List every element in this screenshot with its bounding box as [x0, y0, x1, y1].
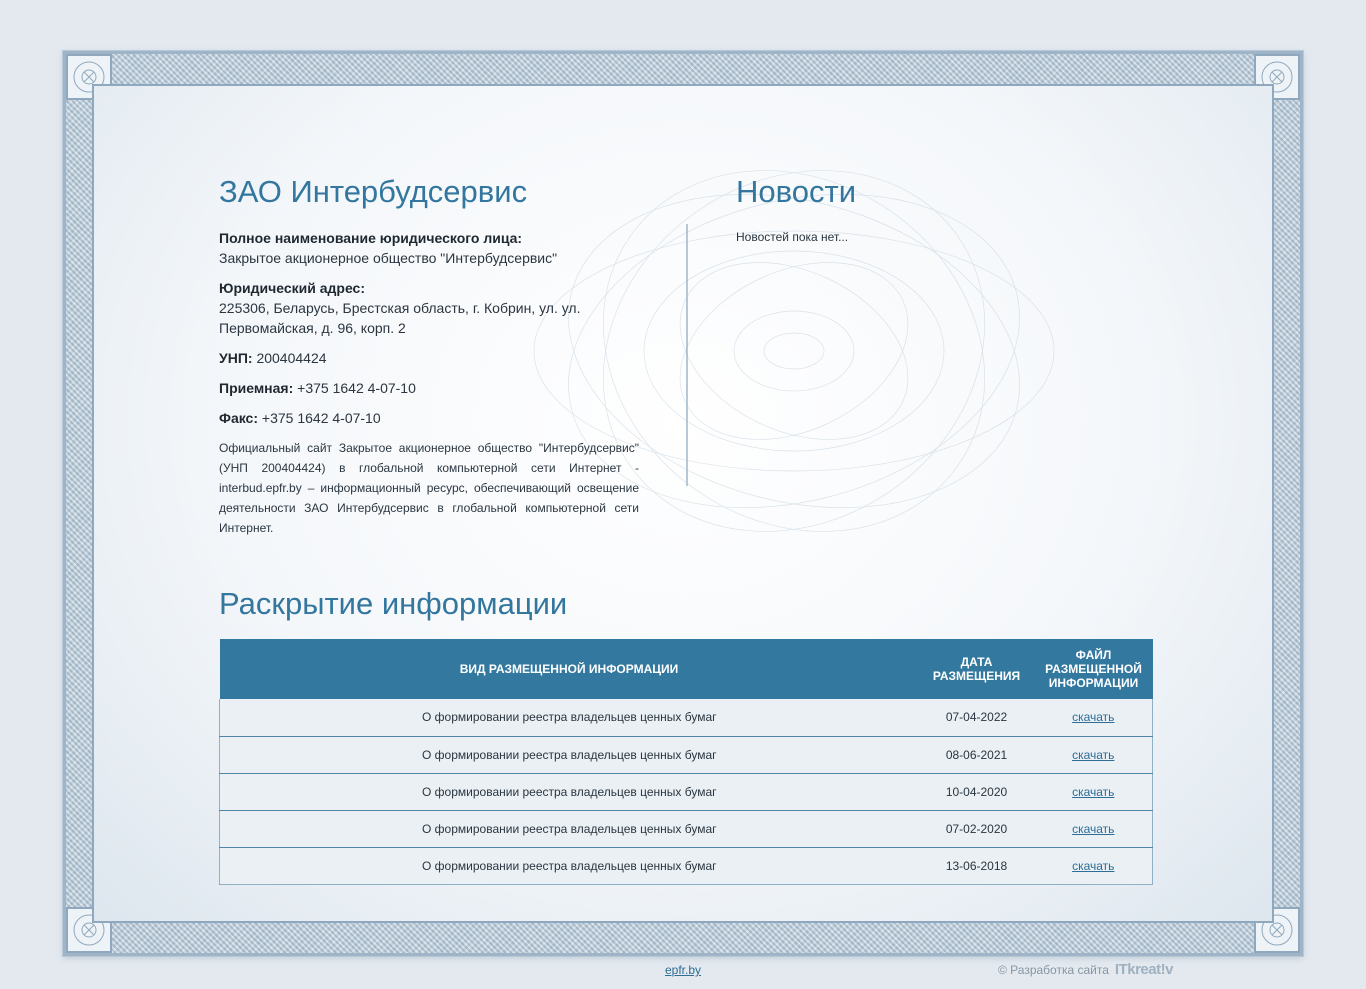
column-header-type: ВИД РАЗМЕЩЕННОЙ ИНФОРМАЦИИ [220, 639, 919, 699]
footer-developer [998, 961, 1173, 978]
table-row [220, 773, 1153, 810]
news-title: Новости [736, 174, 857, 209]
row-type: О формировании реестра владельцев ценных бумаг [220, 773, 919, 810]
download-link[interactable]: скачать [1072, 858, 1115, 873]
row-type: О формировании реестра владельцев ценных бумаг [220, 847, 919, 884]
reception-block [219, 378, 639, 398]
row-type: О формировании реестра владельцев ценных бумаг [220, 810, 919, 847]
developer-logo[interactable]: ITkreat!v [1114, 961, 1173, 978]
download-link[interactable]: скачать [1072, 784, 1115, 799]
row-date: 07-04-2022 [919, 699, 1035, 736]
fax-value: +375 1642 4-07-10 [261, 410, 381, 426]
column-divider [686, 224, 688, 486]
row-date: 07-02-2020 [919, 810, 1035, 847]
column-header-date: ДАТА РАЗМЕЩЕНИЯ [919, 639, 1035, 699]
row-type: О формировании реестра владельцев ценных бумаг [220, 736, 919, 773]
address-label: Юридический адрес: [219, 280, 365, 296]
fax-block [219, 408, 639, 428]
row-date: 13-06-2018 [919, 847, 1035, 884]
fax-label: Факс: [219, 410, 259, 426]
reception-value: +375 1642 4-07-10 [297, 380, 416, 396]
news-section [736, 174, 1136, 244]
reception-label: Приемная: [219, 380, 294, 396]
address-block [219, 278, 639, 338]
table-row [220, 810, 1153, 847]
table-header-row [220, 639, 1153, 699]
table-row [220, 699, 1153, 736]
unp-block [219, 348, 639, 368]
column-header-file: ФАЙЛ РАЗМЕЩЕННОЙ ИНФОРМАЦИИ [1035, 639, 1153, 699]
download-link[interactable]: скачать [1072, 710, 1115, 725]
news-empty-text: Новостей пока нет... [736, 230, 849, 244]
content-panel [92, 84, 1274, 923]
disclosure-title: Раскрытие информации [219, 586, 568, 621]
address-value: 225306, Беларусь, Брестская область, г. Кобрин, ул. ул. Первомайская, д. 96, корп. 2 [219, 300, 581, 336]
table-row [220, 736, 1153, 773]
disclosure-section [219, 586, 1153, 885]
download-link[interactable]: скачать [1072, 821, 1115, 836]
full-name-block [219, 228, 639, 268]
disclosure-table [219, 639, 1153, 885]
unp-label: УНП: [219, 350, 253, 366]
company-info [219, 174, 639, 538]
site-description: Официальный сайт Закрытое акционерное общество "Интербудсервис" (УНП 200404424) в глобальной компьютерной сети Интернет - interbud.epfr.by – информационный ресурс, обеспечивающий освещение деятельности ЗАО Интербудсервис в глобальной компьютерной сети Интернет. [219, 441, 639, 535]
download-link[interactable]: скачать [1072, 747, 1115, 762]
table-row [220, 847, 1153, 884]
unp-value: 200404424 [256, 350, 327, 366]
row-date: 10-04-2020 [919, 773, 1035, 810]
row-type: О формировании реестра владельцев ценных бумаг [220, 699, 919, 736]
developer-text: © Разработка сайта [998, 962, 1109, 977]
row-date: 08-06-2021 [919, 736, 1035, 773]
footer-site-link[interactable]: epfr.by [665, 963, 702, 977]
certificate-frame [63, 51, 1303, 956]
full-name-label: Полное наименование юридического лица: [219, 230, 523, 246]
full-name-value: Закрытое акционерное общество "Интербудсервис" [219, 250, 558, 266]
company-title: ЗАО Интербудсервис [219, 174, 528, 209]
